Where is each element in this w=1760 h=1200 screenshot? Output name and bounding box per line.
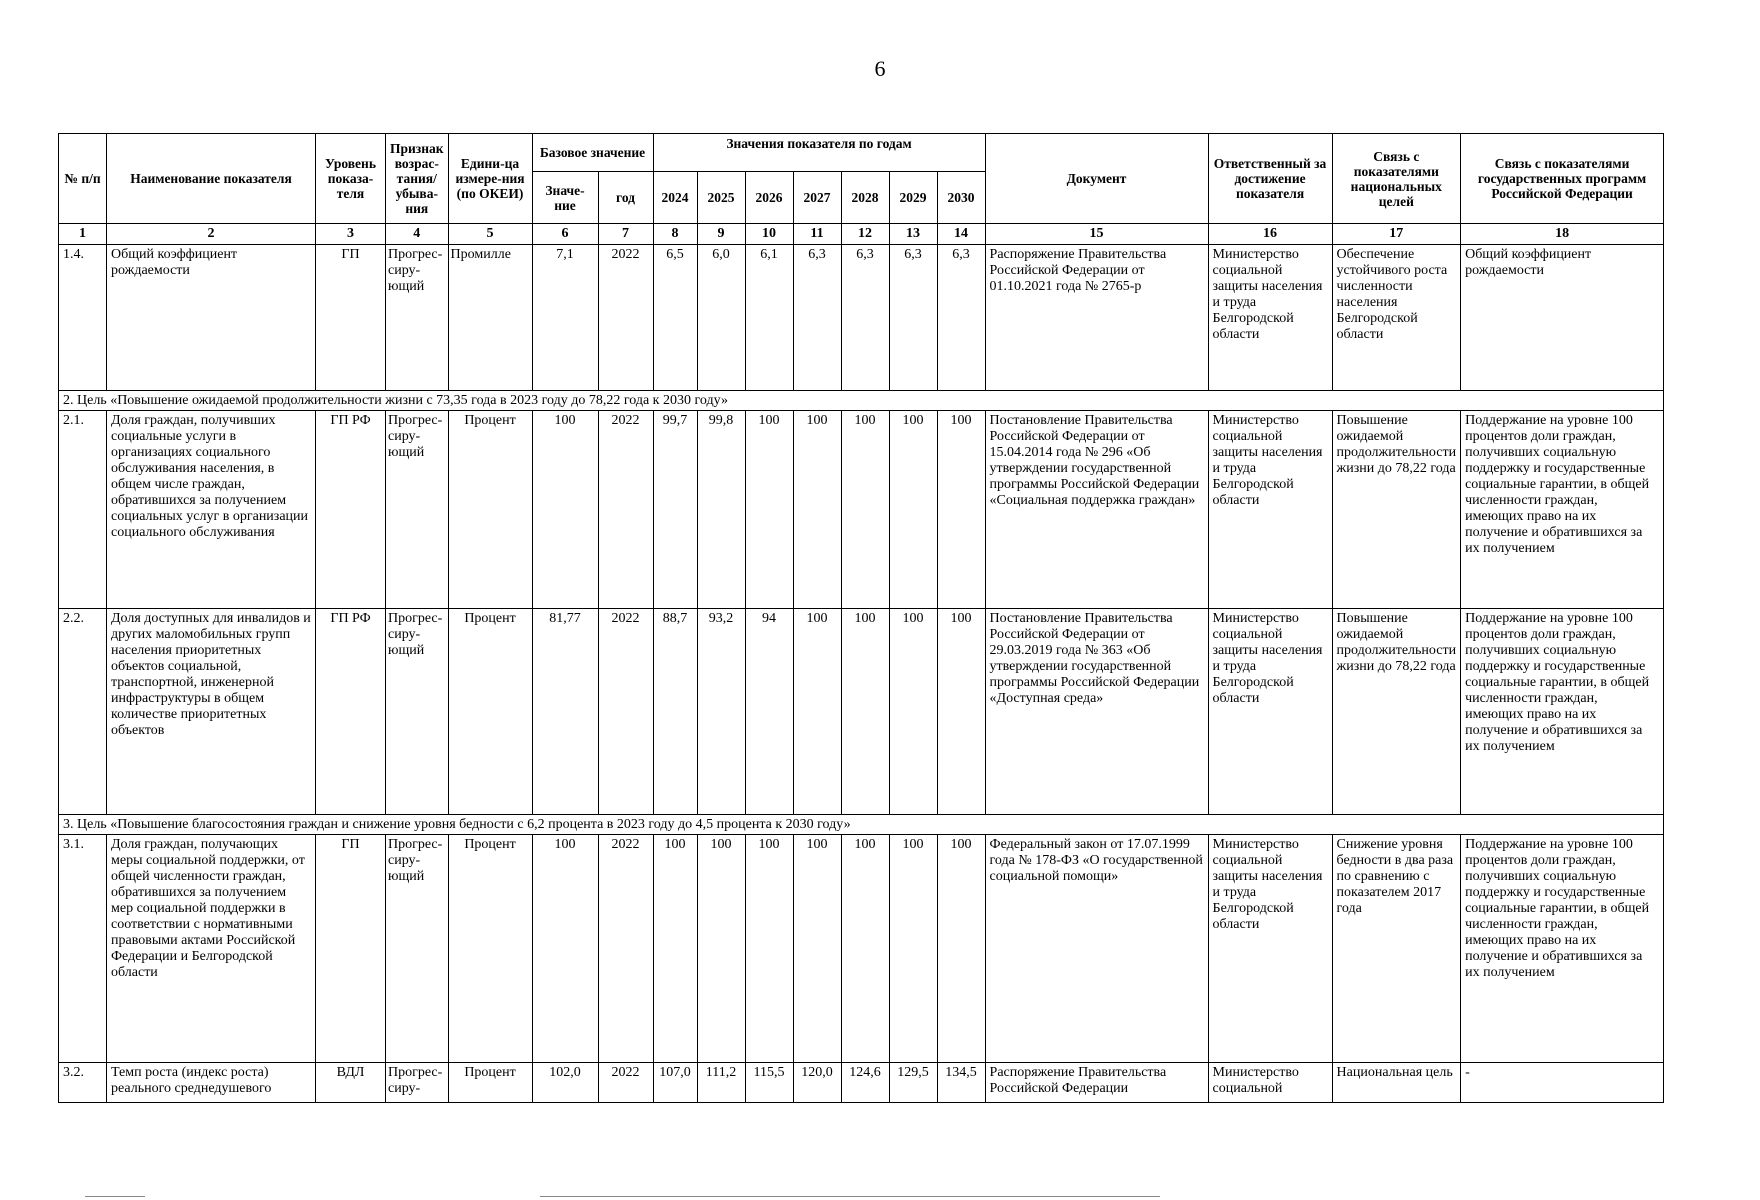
column-index: 12 bbox=[841, 224, 889, 245]
column-index: 5 bbox=[448, 224, 532, 245]
column-index: 14 bbox=[937, 224, 985, 245]
row-year-value: 129,5 bbox=[889, 1063, 937, 1103]
row-name: Темп роста (индекс роста) реального среднедушевого bbox=[107, 1063, 316, 1103]
column-index: 15 bbox=[985, 224, 1208, 245]
column-index: 3 bbox=[316, 224, 386, 245]
row-gp-link: Общий коэффициент рождаемости bbox=[1461, 245, 1664, 391]
header-gp: Связь с показателями государственных программ Российской Федерации bbox=[1461, 134, 1664, 224]
header-num: № п/п bbox=[59, 134, 107, 224]
header-name: Наименование показателя bbox=[107, 134, 316, 224]
row-unit: Процент bbox=[448, 609, 532, 815]
table-row bbox=[59, 245, 1664, 391]
row-gp-link: - bbox=[1461, 1063, 1664, 1103]
row-year-value: 134,5 bbox=[937, 1063, 985, 1103]
row-document: Распоряжение Правительства Российской Федерации bbox=[985, 1063, 1208, 1103]
row-trend: Прогрес-сиру-ющий bbox=[386, 411, 449, 609]
indicators-table bbox=[58, 133, 1664, 1103]
row-base-value: 7,1 bbox=[532, 245, 598, 391]
row-trend: Прогрес-сиру-ющий bbox=[386, 835, 449, 1063]
table-row bbox=[59, 1063, 1664, 1103]
row-responsible: Министерство социальной защиты населения и труда Белгородской области bbox=[1208, 835, 1332, 1063]
row-year-value: 100 bbox=[937, 411, 985, 609]
row-base-value: 100 bbox=[532, 835, 598, 1063]
row-unit: Процент bbox=[448, 1063, 532, 1103]
row-year-value: 100 bbox=[889, 609, 937, 815]
row-year-value: 100 bbox=[653, 835, 697, 1063]
column-index: 2 bbox=[107, 224, 316, 245]
header-resp: Ответственный за достижение показателя bbox=[1208, 134, 1332, 224]
row-document: Федеральный закон от 17.07.1999 года № 178-ФЗ «О государственной социальной помощи» bbox=[985, 835, 1208, 1063]
row-year-value: 107,0 bbox=[653, 1063, 697, 1103]
row-base-year: 2022 bbox=[598, 609, 653, 815]
header-base-value: Значе-ние bbox=[532, 172, 598, 224]
row-unit: Промилле bbox=[448, 245, 532, 391]
row-num: 2.2. bbox=[59, 609, 107, 815]
row-level: ВДЛ bbox=[316, 1063, 386, 1103]
table-row bbox=[59, 609, 1664, 815]
row-year-value: 100 bbox=[793, 835, 841, 1063]
row-year-value: 99,7 bbox=[653, 411, 697, 609]
header-years-group: Значения показателя по годам bbox=[653, 134, 985, 172]
header-doc: Документ bbox=[985, 134, 1208, 224]
column-index: 8 bbox=[653, 224, 697, 245]
goal-title: 2. Цель «Повышение ожидаемой продолжительности жизни с 73,35 года в 2023 году до 78,22 года к 2030 году» bbox=[59, 391, 1664, 411]
row-year-value: 100 bbox=[937, 609, 985, 815]
header-year-2030: 2030 bbox=[937, 172, 985, 224]
row-year-value: 100 bbox=[841, 835, 889, 1063]
header-year-2029: 2029 bbox=[889, 172, 937, 224]
row-year-value: 6,3 bbox=[889, 245, 937, 391]
row-num: 2.1. bbox=[59, 411, 107, 609]
row-year-value: 115,5 bbox=[745, 1063, 793, 1103]
row-level: ГП РФ bbox=[316, 609, 386, 815]
row-year-value: 6,0 bbox=[697, 245, 745, 391]
row-trend: Прогрес-сиру-ющий bbox=[386, 245, 449, 391]
row-year-value: 124,6 bbox=[841, 1063, 889, 1103]
row-year-value: 100 bbox=[745, 835, 793, 1063]
goal-row bbox=[59, 815, 1664, 835]
row-trend: Прогрес-сиру-ющий bbox=[386, 609, 449, 815]
row-year-value: 99,8 bbox=[697, 411, 745, 609]
column-index: 7 bbox=[598, 224, 653, 245]
row-base-year: 2022 bbox=[598, 245, 653, 391]
row-year-value: 93,2 bbox=[697, 609, 745, 815]
row-year-value: 88,7 bbox=[653, 609, 697, 815]
header-nat: Связь с показателями национальных целей bbox=[1332, 134, 1461, 224]
column-index: 1 bbox=[59, 224, 107, 245]
column-index: 17 bbox=[1332, 224, 1461, 245]
row-document: Постановление Правительства Российской Федерации от 29.03.2019 года № 363 «Об утверждении государственной программы Российской Федерации «Доступная среда» bbox=[985, 609, 1208, 815]
header-trend: Признак возрас-тания/ убыва-ния bbox=[386, 134, 449, 224]
row-year-value: 100 bbox=[793, 411, 841, 609]
header-year-2025: 2025 bbox=[697, 172, 745, 224]
row-name: Общий коэффициент рождаемости bbox=[107, 245, 316, 391]
row-year-value: 6,5 bbox=[653, 245, 697, 391]
row-base-value: 100 bbox=[532, 411, 598, 609]
column-index: 16 bbox=[1208, 224, 1332, 245]
table-row bbox=[59, 411, 1664, 609]
row-num: 1.4. bbox=[59, 245, 107, 391]
row-level: ГП bbox=[316, 835, 386, 1063]
row-responsible: Министерство социальной защиты населения и труда Белгородской области bbox=[1208, 411, 1332, 609]
row-year-value: 100 bbox=[889, 411, 937, 609]
row-unit: Процент bbox=[448, 835, 532, 1063]
header-base-year: год bbox=[598, 172, 653, 224]
column-index-row bbox=[59, 224, 1664, 245]
row-base-year: 2022 bbox=[598, 411, 653, 609]
column-index: 18 bbox=[1461, 224, 1664, 245]
row-gp-link: Поддержание на уровне 100 процентов доли граждан, получивших социальную поддержку и государственные социальные гарантии, в общей численности граждан, имеющих право на их получение и обратившихся за их получением bbox=[1461, 835, 1664, 1063]
row-year-value: 6,3 bbox=[793, 245, 841, 391]
row-year-value: 100 bbox=[841, 411, 889, 609]
header-year-2027: 2027 bbox=[793, 172, 841, 224]
goal-row bbox=[59, 391, 1664, 411]
goal-title: 3. Цель «Повышение благосостояния граждан и снижение уровня бедности с 6,2 процента в 2023 году до 4,5 процента к 2030 году» bbox=[59, 815, 1664, 835]
row-year-value: 100 bbox=[745, 411, 793, 609]
row-year-value: 100 bbox=[697, 835, 745, 1063]
row-year-value: 111,2 bbox=[697, 1063, 745, 1103]
row-year-value: 100 bbox=[793, 609, 841, 815]
row-year-value: 6,3 bbox=[937, 245, 985, 391]
scan-artifact-line bbox=[540, 1196, 1160, 1197]
row-national-goal: Повышение ожидаемой продолжительности жизни до 78,22 года bbox=[1332, 609, 1461, 815]
table-row bbox=[59, 835, 1664, 1063]
row-responsible: Министерство социальной защиты населения и труда Белгородской области bbox=[1208, 245, 1332, 391]
header-unit: Едини-ца измере-ния (по ОКЕИ) bbox=[448, 134, 532, 224]
row-national-goal: Национальная цель bbox=[1332, 1063, 1461, 1103]
row-num: 3.1. bbox=[59, 835, 107, 1063]
row-base-year: 2022 bbox=[598, 1063, 653, 1103]
row-national-goal: Снижение уровня бедности в два раза по сравнению с показателем 2017 года bbox=[1332, 835, 1461, 1063]
scan-artifact-line bbox=[85, 1196, 145, 1197]
row-level: ГП РФ bbox=[316, 411, 386, 609]
row-year-value: 100 bbox=[937, 835, 985, 1063]
row-base-year: 2022 bbox=[598, 835, 653, 1063]
column-index: 6 bbox=[532, 224, 598, 245]
row-level: ГП bbox=[316, 245, 386, 391]
row-unit: Процент bbox=[448, 411, 532, 609]
row-base-value: 102,0 bbox=[532, 1063, 598, 1103]
row-gp-link: Поддержание на уровне 100 процентов доли граждан, получивших социальную поддержку и государственные социальные гарантии, в общей численности граждан, имеющих право на их получение и обратившихся за их получением bbox=[1461, 609, 1664, 815]
header-level: Уровень показа-теля bbox=[316, 134, 386, 224]
column-index: 10 bbox=[745, 224, 793, 245]
row-name: Доля доступных для инвалидов и других маломобильных групп населения приоритетных объектов социальной, транспортной, инженерной инфраструктуры в общем количестве приоритетных объектов bbox=[107, 609, 316, 815]
header-year-2028: 2028 bbox=[841, 172, 889, 224]
row-responsible: Министерство социальной защиты населения и труда Белгородской области bbox=[1208, 609, 1332, 815]
row-year-value: 100 bbox=[889, 835, 937, 1063]
row-year-value: 94 bbox=[745, 609, 793, 815]
row-document: Постановление Правительства Российской Федерации от 15.04.2014 года № 296 «Об утверждении государственной программы Российской Федерации «Социальная поддержка граждан» bbox=[985, 411, 1208, 609]
row-document: Распоряжение Правительства Российской Федерации от 01.10.2021 года № 2765-р bbox=[985, 245, 1208, 391]
row-trend: Прогрес-сиру- bbox=[386, 1063, 449, 1103]
page-number: 6 bbox=[874, 56, 886, 81]
header-year-2026: 2026 bbox=[745, 172, 793, 224]
row-num: 3.2. bbox=[59, 1063, 107, 1103]
column-index: 13 bbox=[889, 224, 937, 245]
header-base: Базовое значение bbox=[532, 134, 653, 172]
row-gp-link: Поддержание на уровне 100 процентов доли граждан, получивших социальную поддержку и государственные социальные гарантии, в общей численности граждан, имеющих право на их получение и обратившихся за их получением bbox=[1461, 411, 1664, 609]
row-name: Доля граждан, получающих меры социальной поддержки, от общей численности граждан, обратившихся за получением мер социальной поддержки в соответствии с нормативными правовыми актами Российской Федерации и Белгородской области bbox=[107, 835, 316, 1063]
column-index: 11 bbox=[793, 224, 841, 245]
row-year-value: 120,0 bbox=[793, 1063, 841, 1103]
column-index: 4 bbox=[386, 224, 449, 245]
row-responsible: Министерство социальной bbox=[1208, 1063, 1332, 1103]
row-year-value: 6,1 bbox=[745, 245, 793, 391]
row-national-goal: Обеспечение устойчивого роста численности населения Белгородской области bbox=[1332, 245, 1461, 391]
header-year-2024: 2024 bbox=[653, 172, 697, 224]
row-name: Доля граждан, получивших социальные услуги в организациях социального обслуживания населения, в общем числе граждан, обратившихся за получением социальных услуг в организации социального обслуживания bbox=[107, 411, 316, 609]
column-index: 9 bbox=[697, 224, 745, 245]
row-year-value: 100 bbox=[841, 609, 889, 815]
row-base-value: 81,77 bbox=[532, 609, 598, 815]
row-national-goal: Повышение ожидаемой продолжительности жизни до 78,22 года bbox=[1332, 411, 1461, 609]
row-year-value: 6,3 bbox=[841, 245, 889, 391]
